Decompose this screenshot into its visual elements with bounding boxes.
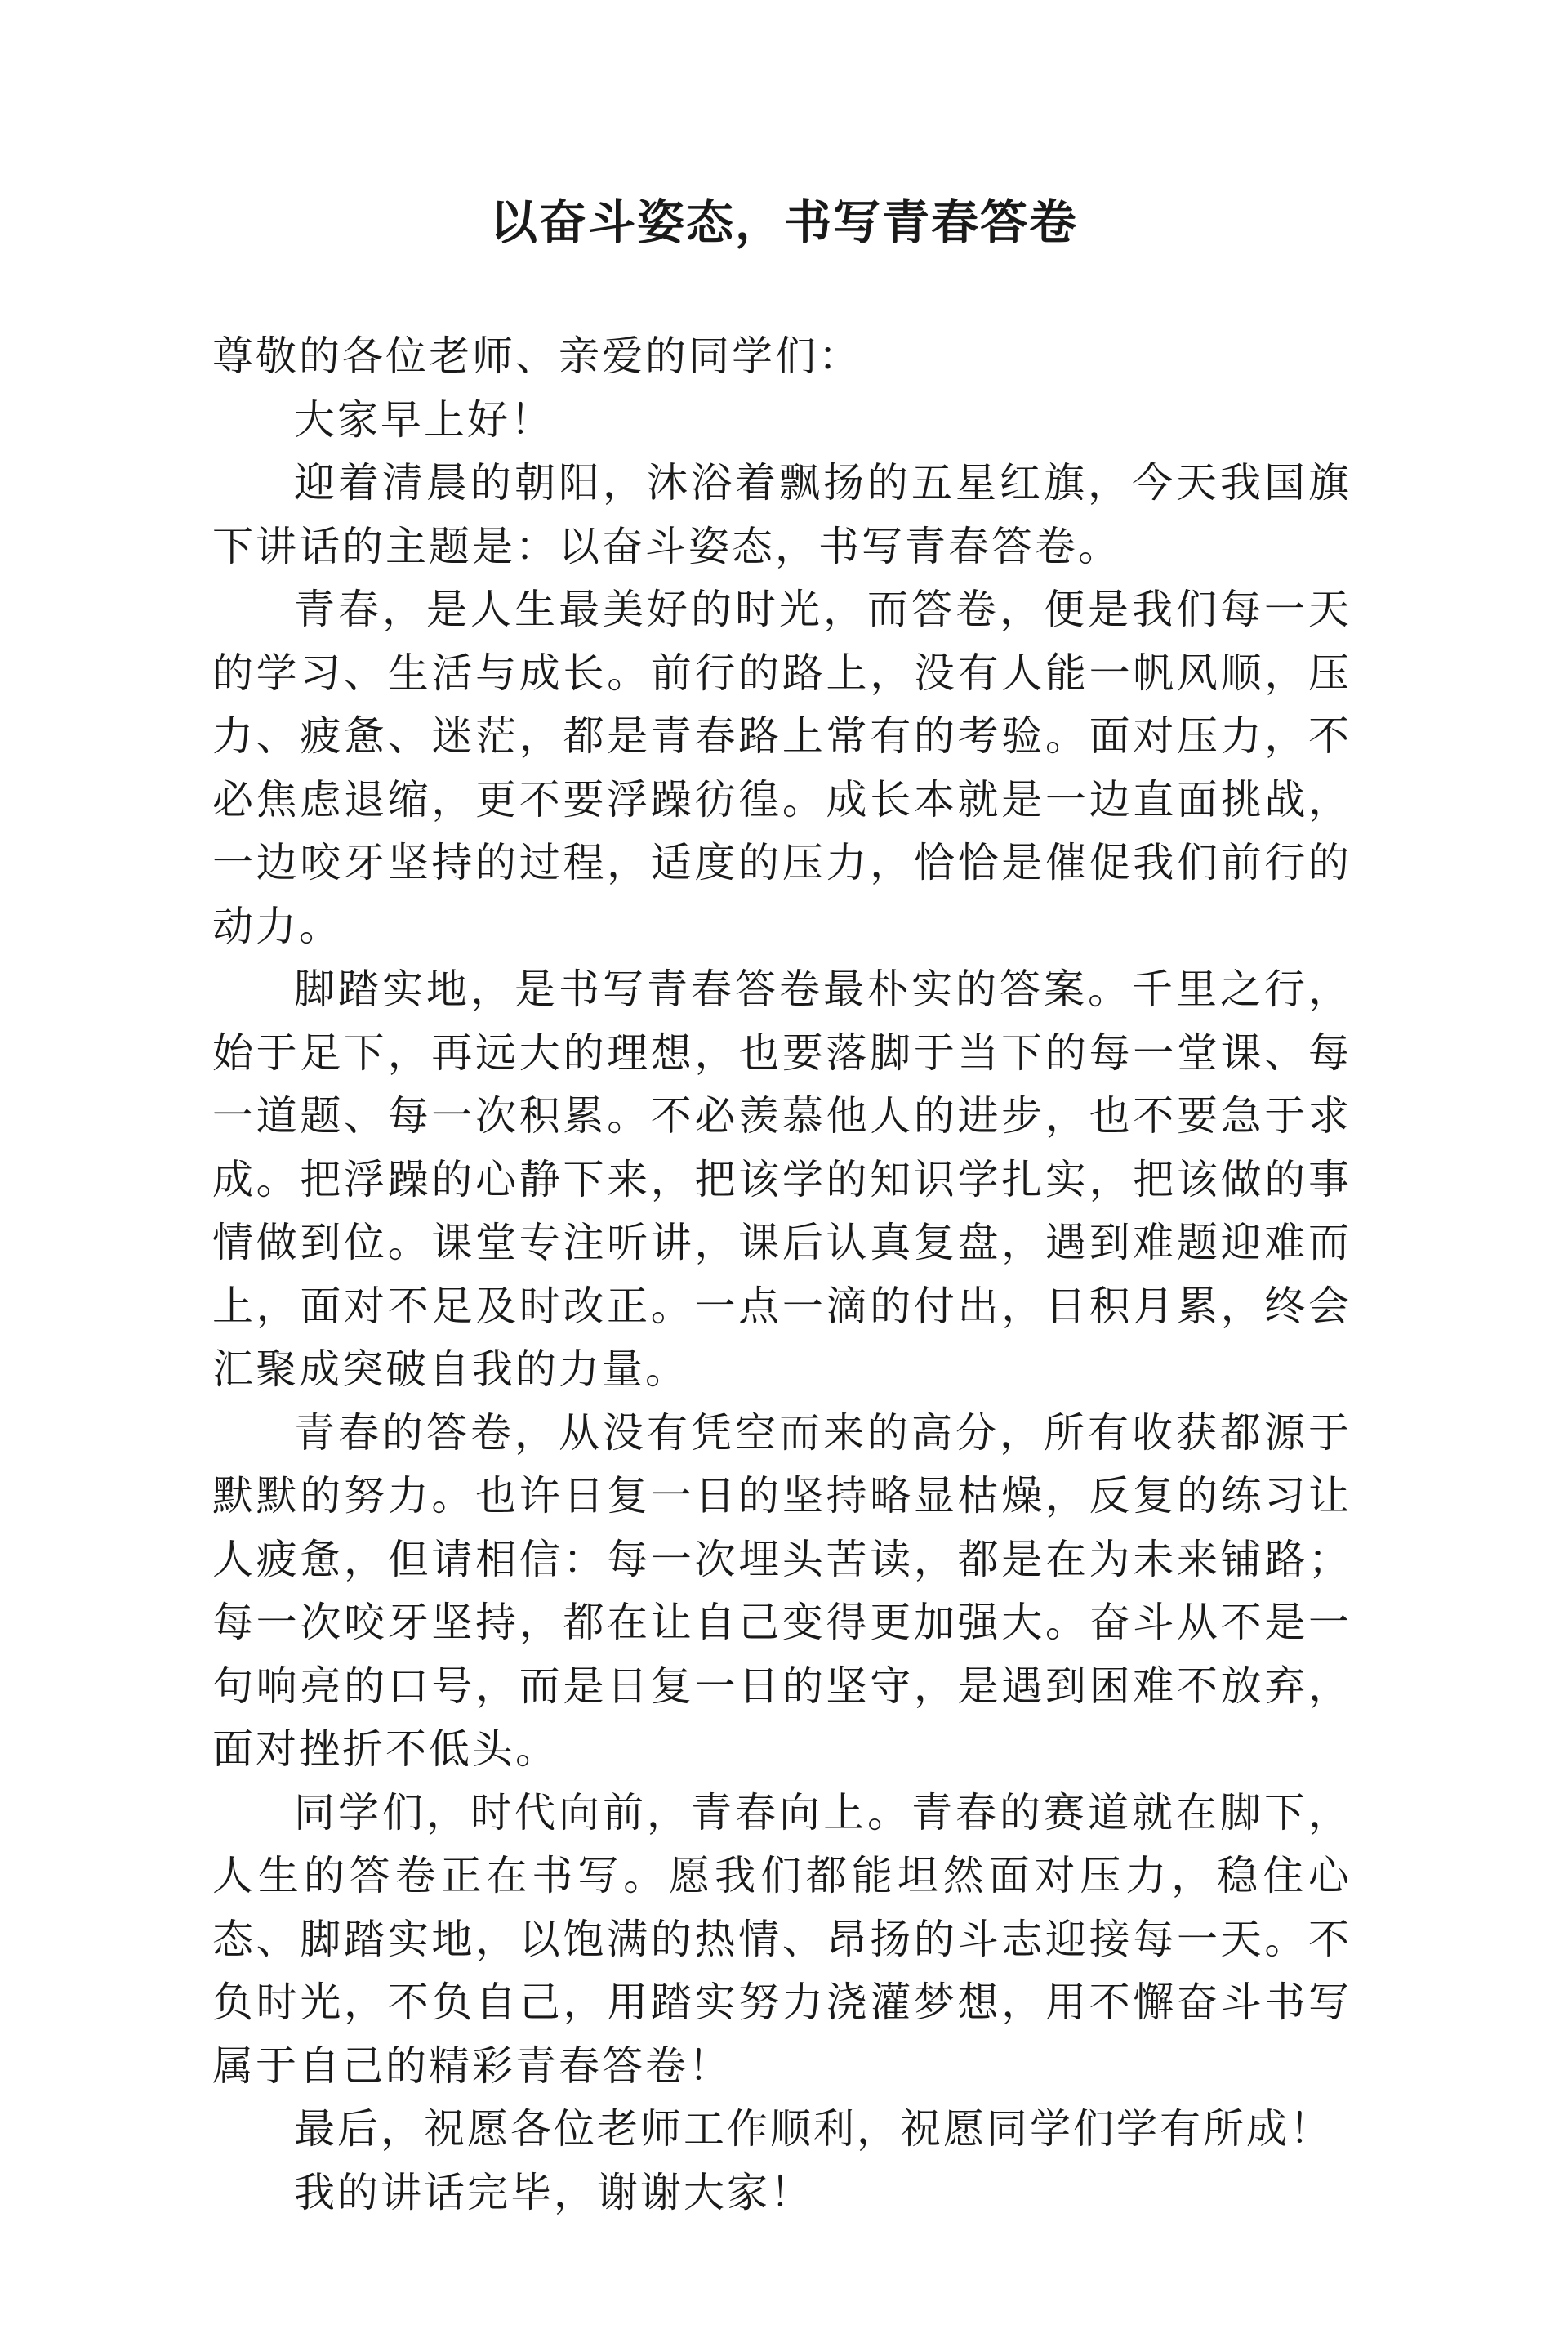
paragraph-down-to-earth: 脚踏实地，是书写青春答卷最朴实的答案。千里之行，始于足下，再远大的理想，也要落脚于当下的每一堂课、每一道题、每一次积累。不必羡慕他人的进步，也不要急于求成。把浮躁的心静下来，把该学的知识学扎实，把该做的事情做到位。课堂专注听讲，课后认真复盘，遇到难题迎难而上，面对不足及时改正。一点一滴的付出，日积月累，终会汇聚成突破自我的力量。 — [212, 966, 1352, 1393]
paragraph-youth: 青春，是人生最美好的时光，而答卷，便是我们每一天的学习、生活与成长。前行的路上，没有人能一帆风顺，压力、疲惫、迷茫，都是青春路上常有的考验。面对压力，不必焦虑退缩，更不要浮躁彷徨。成长本就是一边直面挑战，一边咬牙坚持的过程，适度的压力，恰恰是催促我们前行的动力。 — [212, 586, 1352, 950]
salutation: 尊敬的各位老师、亲爱的同学们： — [212, 332, 862, 380]
paragraph-greeting: 大家早上好！ — [294, 395, 554, 444]
paragraph-call-to-action: 同学们，时代向前，青春向上。青春的赛道就在脚下，人生的答卷正在书写。愿我们都能坦然面对压力，稳住心态、脚踏实地，以饱满的热情、昂扬的斗志迎接每一天。不负时光，不负自己，用踏实努力浇灌梦想，用不懈奋斗书写属于自己的精彩青春答卷！ — [212, 1788, 1352, 2090]
paragraph-wishes: 最后，祝愿各位老师工作顺利，祝愿同学们学有所成！ — [294, 2105, 1333, 2153]
paragraph-closing: 我的讲话完毕，谢谢大家！ — [294, 2168, 813, 2216]
document-title: 以奋斗姿态，书写青春答卷 — [489, 194, 1078, 250]
paragraph-effort: 青春的答卷，从没有凭空而来的高分，所有收获都源于默默的努力。也许日复一日的坚持略显枯燥，反复的练习让人疲惫，但请相信：每一次埋头苦读，都是在为未来铺路；每一次咬牙坚持，都在让自己变得更加强大。奋斗从不是一句响亮的口号，而是日复一日的坚守，是遇到困难不放弃，面对挫折不低头。 — [212, 1408, 1352, 1773]
paragraph-theme: 迎着清晨的朝阳，沐浴着飘扬的五星红旗，今天我国旗下讲话的主题是：以奋斗姿态，书写青春答卷。 — [212, 459, 1352, 570]
document-body — [212, 325, 1352, 2224]
